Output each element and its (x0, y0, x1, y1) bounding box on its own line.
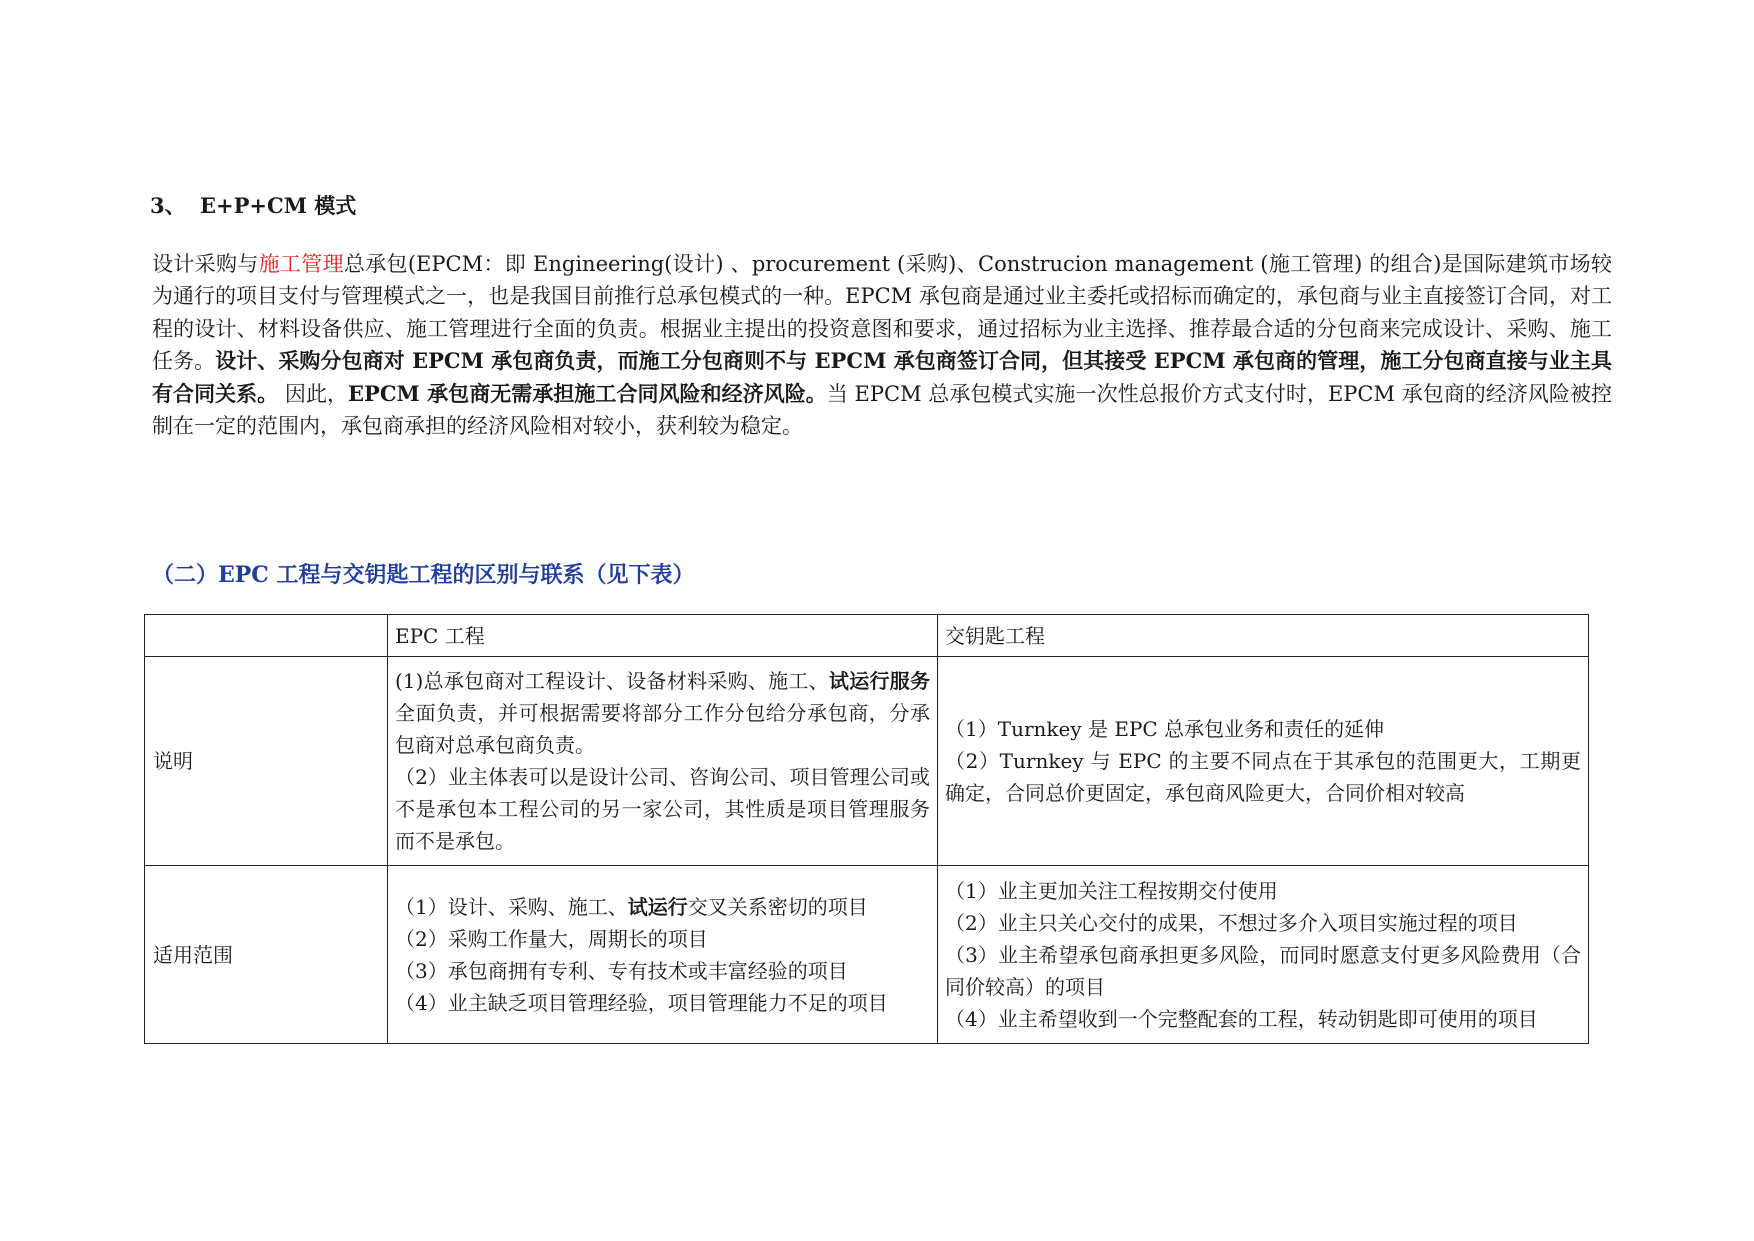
table-cell (388, 657, 938, 866)
paragraph-text: 因此， (278, 381, 349, 406)
list-item: （1）业主更加关注工程按期交付使用 (945, 878, 1278, 903)
table-header-row (145, 615, 1589, 657)
list-item: （4）业主缺乏项目管理经验，项目管理能力不足的项目 (395, 990, 888, 1015)
table-cell (388, 866, 938, 1044)
table-row (145, 866, 1589, 1044)
subsection-heading: （二）EPC 工程与交钥匙工程的区别与联系（见下表） (152, 562, 695, 588)
table-header-cell (145, 615, 388, 657)
section-number: 3、 (150, 193, 186, 218)
list-item: （2）业主只关心交付的成果，不想过多介入项目实施过程的项目 (945, 910, 1518, 935)
comparison-table (144, 614, 1589, 1044)
table-cell (938, 866, 1589, 1044)
list-item (395, 891, 930, 923)
body-paragraph (152, 248, 1612, 442)
list-item: （3）业主希望承包商承担更多风险，而同时愿意支付更多风险费用（合同价较高）的项目 (945, 942, 1581, 999)
list-item: （4）业主希望收到一个完整配套的工程，转动钥匙即可使用的项目 (945, 1006, 1538, 1031)
list-item: （2）采购工作量大，周期长的项目 (395, 926, 708, 951)
bold-statement: 设计、采购分包商对 EPCM 承包商负责，而施工分包商则不与 EPCM 承包商签订合同，但其接受 EPCM 承包商的管理，施工分包商直接与业主具有合同关系。 (152, 348, 1612, 406)
cell-text-part: (1)总承包商对工程设计、设备材料采购、施工、 (395, 669, 829, 693)
table-header-cell: 交钥匙工程 (938, 615, 1589, 657)
table-cell (938, 657, 1589, 866)
bold-term: 试运行服务 (828, 669, 930, 693)
section-heading (150, 190, 356, 220)
cell-text-part: 全面负责，并可根据需要将部分工作分包给分承包商，分承包商对总承包商负责。 (395, 701, 930, 757)
cell-text: （1）Turnkey 是 EPC 总承包业务和责任的延伸 (945, 717, 1385, 741)
row-label: 适用范围 (145, 866, 388, 1044)
paragraph-text: 总承包(EPCM：即 Engineering(设计) 、procurement (采购)、Construcion management (施工管理) 的组合)是国际建筑市场较为通行的项目支付与管理模式之一，也是我国目前推行总承包模式的一种。EPCM 承包商是通过业主委托或招标而确定的，承包商与业主直接签订合同，对工程的设计、材料设备供应、施工管理进行全面的负责。根据业主提出的投资意图和要求，通过招标为业主选择、推荐最合适的分包商来完成设计、采购、施工任务。 (152, 252, 1613, 374)
cell-text (395, 891, 930, 1019)
row-label: 说明 (145, 657, 388, 866)
cell-text-part: 交叉关系密切的项目 (687, 894, 868, 919)
cell-text: （2）Turnkey 与 EPC 的主要不同点在于其承包的范围更大，工期更确定，合同总价更固定，承包商风险更大，合同价相对较高 (945, 749, 1581, 805)
paragraph-text: 设计采购与 (152, 252, 259, 276)
paragraph-text: 当 EPCM 总承包模式实施一次性总报价方式支付时，EPCM 承包商的经济风险被控制在一定的范围内，承包商承担的经济风险相对较小，获利较为稳定。 (152, 381, 1613, 439)
list-item: （3）承包商拥有专利、专有技术或丰富经验的项目 (395, 958, 848, 983)
section-title: E+P+CM 模式 (200, 193, 357, 218)
cell-text (395, 665, 930, 761)
bold-statement: EPCM 承包商无需承担施工合同风险和经济风险。 (348, 380, 827, 406)
cell-text-part: （1）设计、采购、施工、 (395, 894, 628, 919)
table-header-cell: EPC 工程 (388, 615, 938, 657)
table-row (145, 657, 1589, 866)
highlighted-term: 施工管理 (258, 252, 344, 276)
cell-text: （2）业主体表可以是设计公司、咨询公司、项目管理公司或不是承包本工程公司的另一家公司，其性质是项目管理服务而不是承包。 (395, 765, 930, 853)
bold-term: 试运行 (627, 894, 688, 919)
